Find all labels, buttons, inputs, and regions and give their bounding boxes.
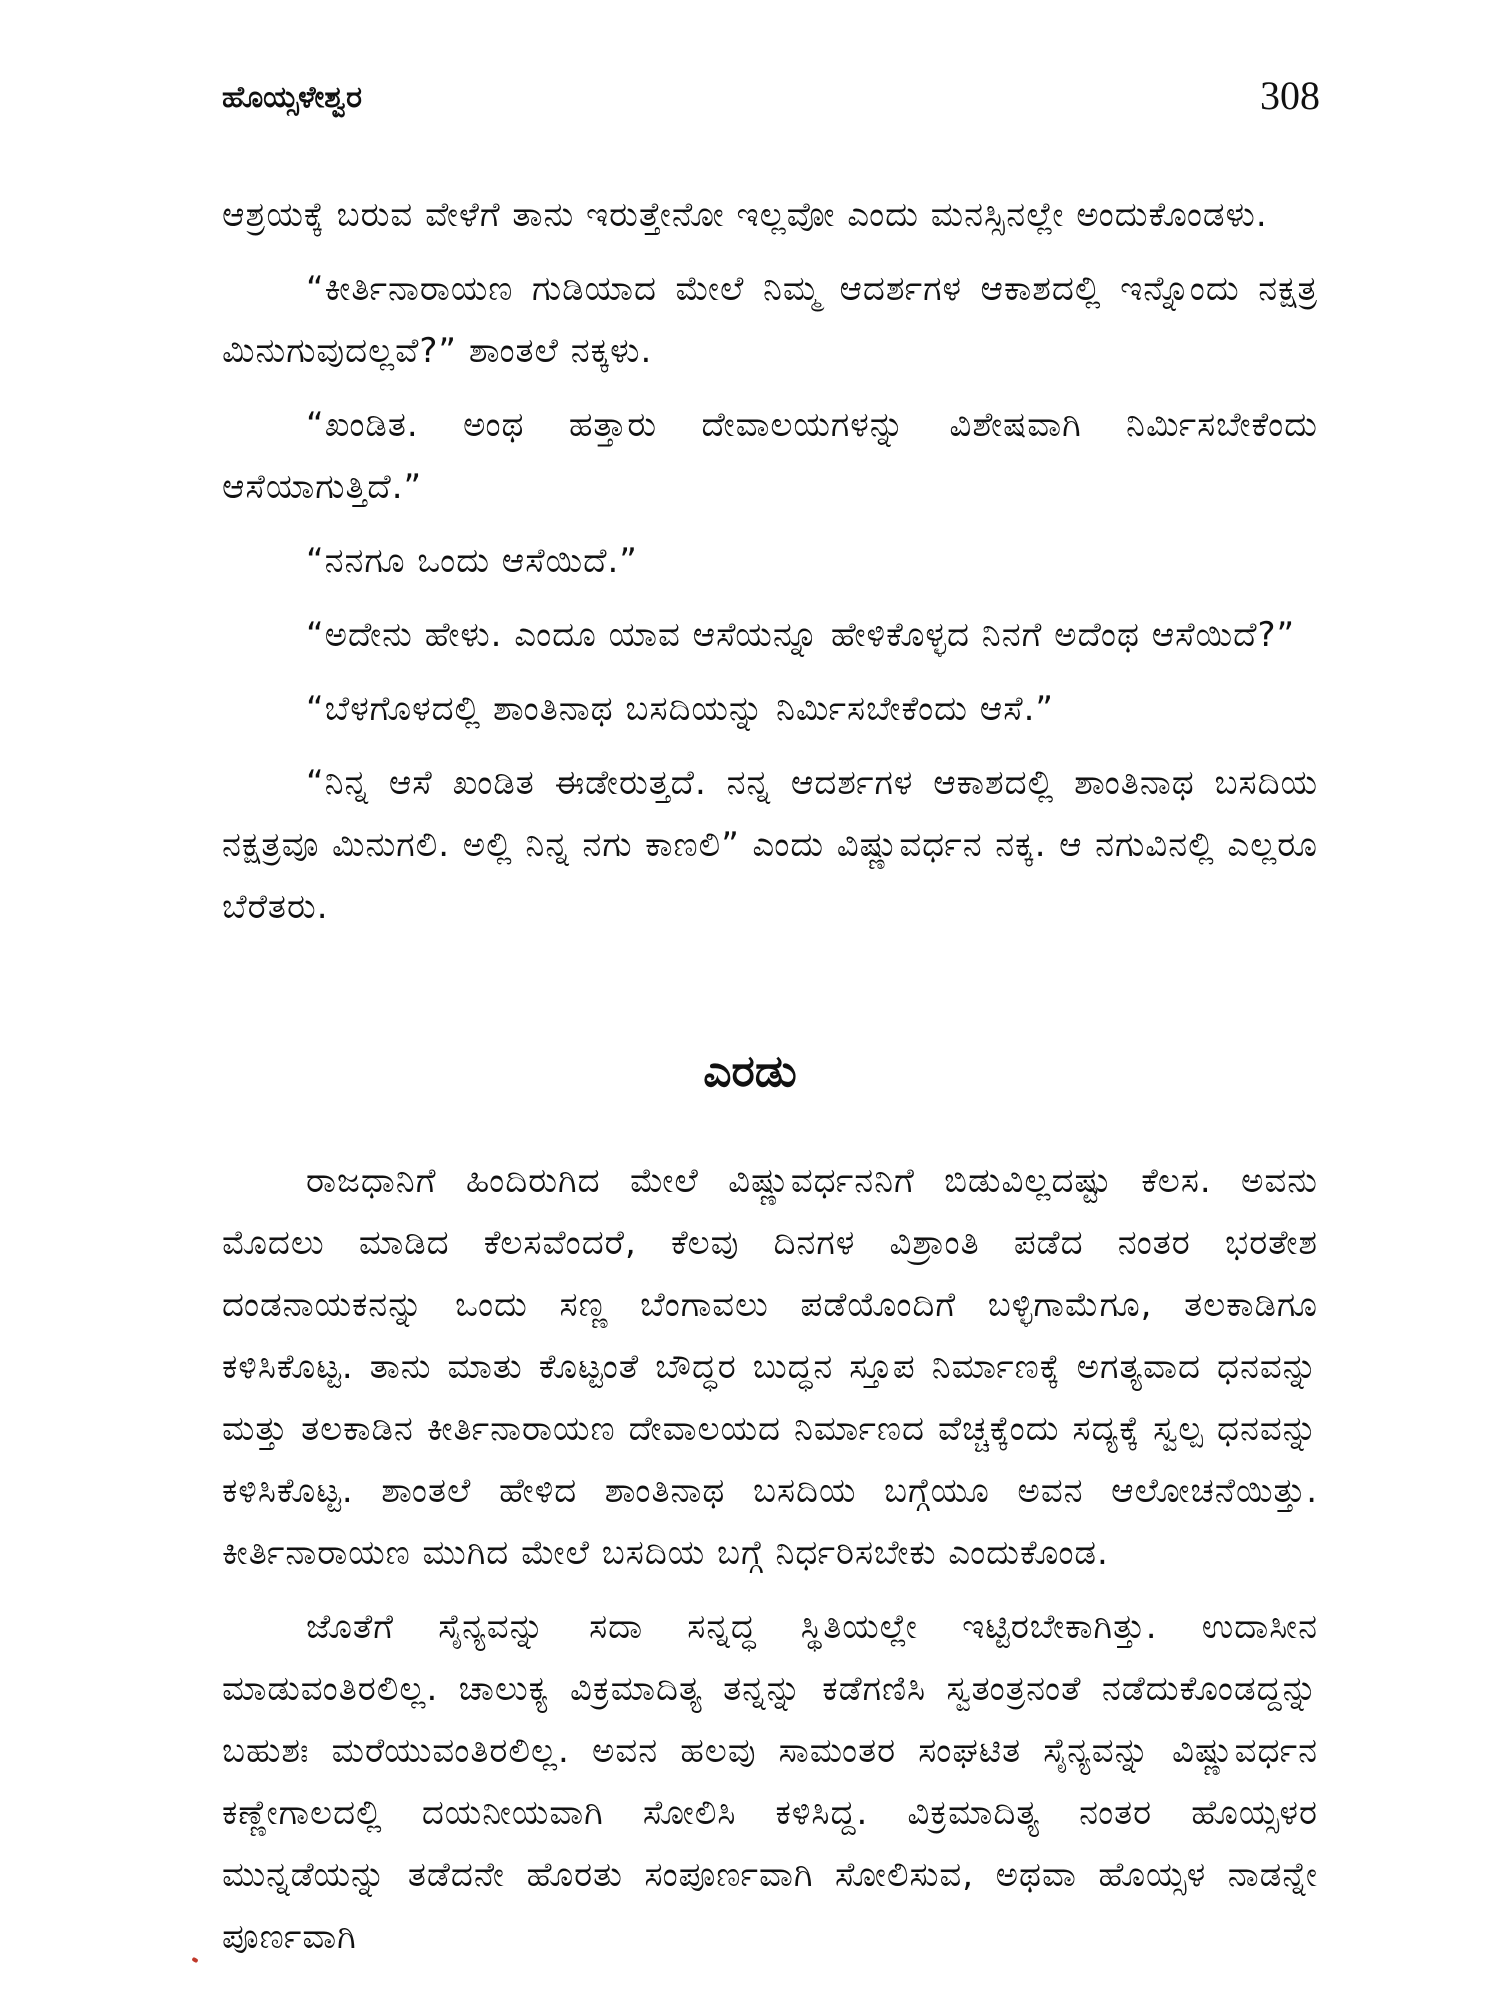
paragraph: “ಬೆಳಗೊಳದಲ್ಲಿ ಶಾಂತಿನಾಥ ಬಸದಿಯನ್ನು ನಿರ್ಮಿಸಬೇಕೆಂದು ಆಸೆ.” [306,689,1055,729]
section-one-text [222,184,1318,938]
paragraph: “ಖಂಡಿತ. ಅಂಥ ಹತ್ತಾರು ದೇವಾಲಯಗಳನ್ನು ವಿಶೇಷವಾಗಿ ನಿರ್ಮಿಸಬೇಕೆಂದು ಆಸೆಯಾಗುತ್ತಿದೆ.” [222,405,1318,507]
paragraph: ಆಶ್ರಯಕ್ಕೆ ಬರುವ ವೇಳೆಗೆ ತಾನು ಇರುತ್ತೇನೋ ಇಲ್ಲವೋ ಎಂದು ಮನಸ್ಸಿನಲ್ಲೇ ಅಂದುಕೊಂಡಳು. [222,195,1268,235]
paragraph: ರಾಜಧಾನಿಗೆ ಹಿಂದಿರುಗಿದ ಮೇಲೆ ವಿಷ್ಣುವರ್ಧನನಿಗೆ ಬಿಡುವಿಲ್ಲದಷ್ಟು ಕೆಲಸ. ಅವನು ಮೊದಲು ಮಾಡಿದ ಕೆಲಸವೆಂದರೆ, ಕೆಲವು ದಿನಗಳ ವಿಶ್ರಾಂತಿ ಪಡೆದ ನಂತರ ಭರತೇಶ ದಂಡನಾಯಕನನ್ನು ಒಂದು ಸಣ್ಣ ಬೆಂಗಾವಲು ಪಡೆಯೊಂದಿಗೆ ಬಳ್ಳಿಗಾಮೆಗೂ, ತಲಕಾಡಿಗೂ ಕಳಿಸಿಕೊಟ್ಟ. ತಾನು ಮಾತು ಕೊಟ್ಟಂತೆ ಬೌದ್ಧರ ಬುದ್ಧನ ಸ್ತೂಪ ನಿರ್ಮಾಣಕ್ಕೆ ಅಗತ್ಯವಾದ ಧನವನ್ನು ಮತ್ತು ತಲಕಾಡಿನ ಕೀರ್ತಿನಾರಾಯಣ ದೇವಾಲಯದ ನಿರ್ಮಾಣದ ವೆಚ್ಚಕ್ಕೆಂದು ಸದ್ಯಕ್ಕೆ ಸ್ವಲ್ಪ ಧನವನ್ನು ಕಳಿಸಿಕೊಟ್ಟ. ಶಾಂತಲೆ ಹೇಳಿದ ಶಾಂತಿನಾಥ ಬಸದಿಯ ಬಗ್ಗೆಯೂ ಅವನ ಆಲೋಚನೆಯಿತ್ತು. ಕೀರ್ತಿನಾರಾಯಣ ಮುಗಿದ ಮೇಲೆ ಬಸದಿಯ ಬಗ್ಗೆ ನಿರ್ಧರಿಸಬೇಕು ಎಂದುಕೊಂಡ. [222,1161,1318,1573]
chapter-heading: ಎರಡು [703,1046,797,1097]
paragraph: “ಕೀರ್ತಿನಾರಾಯಣ ಗುಡಿಯಾದ ಮೇಲೆ ನಿಮ್ಮ ಆದರ್ಶಗಳ ಆಕಾಶದಲ್ಲಿ ಇನ್ನೊಂದು ನಕ್ಷತ್ರ ಮಿನುಗುವುದಲ್ಲವೆ?” ಶಾಂತಲೆ ನಕ್ಕಳು. [222,269,1318,371]
paragraph: “ನನಗೂ ಒಂದು ಆಸೆಯಿದೆ.” [306,541,638,581]
paragraph: “ಅದೇನು ಹೇಳು. ಎಂದೂ ಯಾವ ಆಸೆಯನ್ನೂ ಹೇಳಿಕೊಳ್ಳದ ನಿನಗೆ ಅದೆಂಥ ಆಸೆಯಿದೆ?” [306,615,1296,655]
ink-mark [191,1957,198,1963]
section-two-text [222,1150,1318,1968]
running-title: ಹೊಯ್ಸಳೇಶ್ವರ [222,80,362,115]
paragraph: ಜೊತೆಗೆ ಸೈನ್ಯವನ್ನು ಸದಾ ಸನ್ನದ್ಧ ಸ್ಥಿತಿಯಲ್ಲೇ ಇಟ್ಟಿರಬೇಕಾಗಿತ್ತು. ಉದಾಸೀನ ಮಾಡುವಂತಿರಲಿಲ್ಲ. ಚಾಲುಕ್ಯ ವಿಕ್ರಮಾದಿತ್ಯ ತನ್ನನ್ನು ಕಡೆಗಣಿಸಿ ಸ್ವತಂತ್ರನಂತೆ ನಡೆದುಕೊಂಡದ್ದನ್ನು ಬಹುಶಃ ಮರೆಯುವಂತಿರಲಿಲ್ಲ. ಅವನ ಹಲವು ಸಾಮಂತರ ಸಂಘಟಿತ ಸೈನ್ಯವನ್ನು ವಿಷ್ಣುವರ್ಧನ ಕಣ್ಣೇಗಾಲದಲ್ಲಿ ದಯನೀಯವಾಗಿ ಸೋಲಿಸಿ ಕಳಿಸಿದ್ದ. ವಿಕ್ರಮಾದಿತ್ಯ ನಂತರ ಹೊಯ್ಸಳರ ಮುನ್ನಡೆಯನ್ನು ತಡೆದನೇ ಹೊರತು ಸಂಪೂರ್ಣವಾಗಿ ಸೋಲಿಸುವ, ಅಥವಾ ಹೊಯ್ಸಳ ನಾಡನ್ನೇ ಪೂರ್ಣವಾಗಿ [222,1607,1318,1957]
page-number: 308 [1260,73,1320,118]
paragraph: “ನಿನ್ನ ಆಸೆ ಖಂಡಿತ ಈಡೇರುತ್ತದೆ. ನನ್ನ ಆದರ್ಶಗಳ ಆಕಾಶದಲ್ಲಿ ಶಾಂತಿನಾಥ ಬಸದಿಯ ನಕ್ಷತ್ರವೂ ಮಿನುಗಲಿ. ಅಲ್ಲಿ ನಿನ್ನ ನಗು ಕಾಣಲಿ” ಎಂದು ವಿಷ್ಣುವರ್ಧನ ನಕ್ಕ. ಆ ನಗುವಿನಲ್ಲಿ ಎಲ್ಲರೂ ಬೆರೆತರು. [222,763,1318,927]
